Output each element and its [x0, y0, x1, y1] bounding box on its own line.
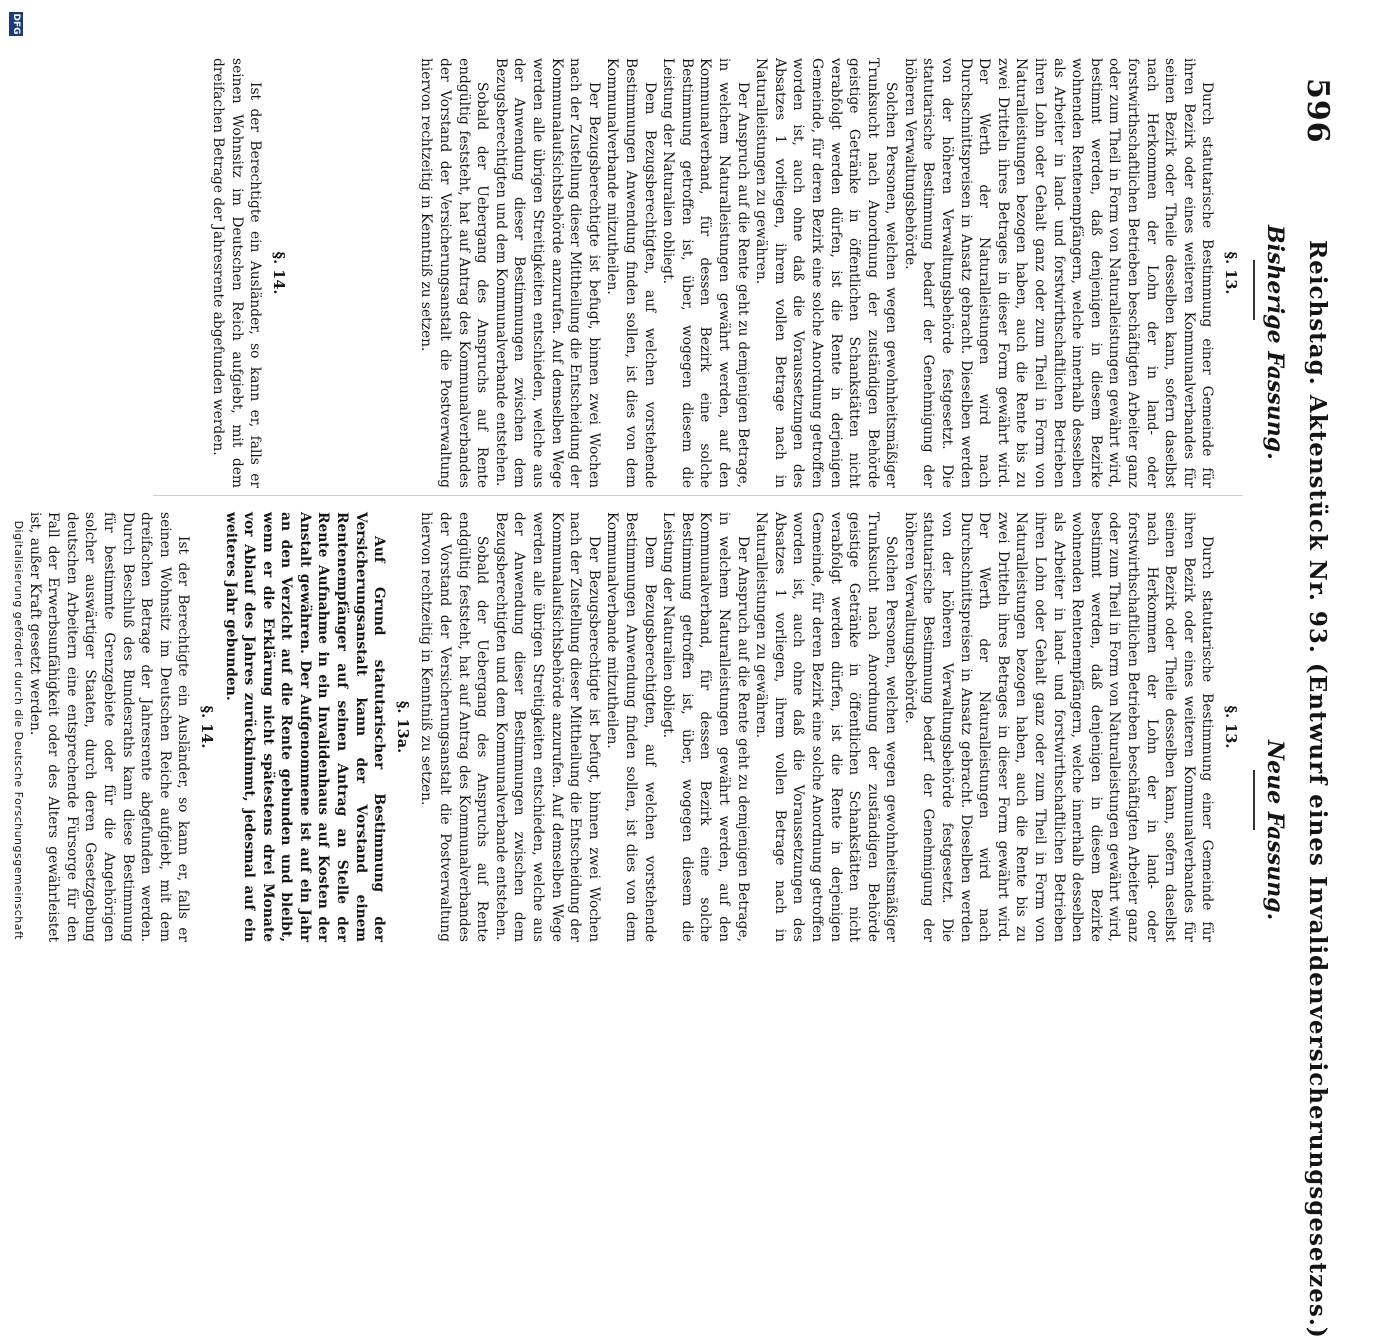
running-title: Reichstag. Aktenstück Nr. 93. (Entwurf eines Invalidenversicherungsgesetzes.): [1304, 240, 1331, 1339]
left-paragraph-4: Dem Bezugsberechtigten, auf welchen vorstehende Bestimmungen Anwendung finden sollen, ist dies von dem Kommunalverbande mitzutheilen.: [604, 58, 658, 488]
right-paragraph-13a: Auf Grund statutarischer Bestimmung der Versicherungsanstalt kann der Vorstand einem Rentenempfänger auf seinen Antrag an Stelle der Rente Aufnahme in ein Invalidenhaus auf Kosten der Anstalt gewähren. Der Aufgenommene ist auf ein Jahr an den Verzicht auf die Rente gebunden und bleibt, wenn er die Erklärung nicht spätestens drei Monate vor Ablauf des Jahres zurücknimmt, jedesmal auf ein weiteres Jahr gebunden.: [222, 512, 388, 942]
right-paragraph-4: Dem Bezugsberechtigten, auf welchen vorstehende Bestimmungen Anwendung finden sollen, ist dies von dem Kommunalverbande mitzutheilen.: [604, 512, 658, 942]
dfg-logo-icon: DFG: [11, 13, 21, 35]
digitization-note: Digitalisierung gefördert durch die Deutsche Forschungsgemeinschaft: [12, 520, 25, 940]
section-13a-title: §. 13a.: [393, 700, 411, 754]
section-13-title: §. 13.: [1222, 705, 1239, 749]
page-number: 596: [1300, 78, 1335, 144]
right-paragraph-1: Durch statutarische Bestimmung einer Gemeinde für ihren Bezirk oder eines weiteren Kommunalverbandes für seinen Bezirk oder Theile desselben kann, sofern daselbst nach Herkommen der Lohn der in land- oder forstwirthschaftlichen Betrieben beschäftigten Arbeiter ganz oder zum Theil in Form von Naturalleistungen gewährt wird, bestimmt werden, daß denjenigen in diesem Bezirke wohnenden Rentenempfängern, welche innerhalb desselben als Arbeiter in land- und forstwirthschaftlichen Betrieben ihren Lohn oder Gehalt ganz oder zum Theil in Form von Naturalleistungen bezogen haben, auch die Rente bis zu zwei Dritteln ihres Betrages in dieser Form gewährt wird. Der Werth der Naturalleistungen wird nach Durchschnittspreisen in Ansatz gebracht. Dieselben werden von der höheren Verwaltungsbehörde festgesetzt. Die statutarische Bestimmung bedarf der Genehmigung der höheren Verwaltungsbehörde.: [901, 512, 1216, 942]
right-paragraph-14: Ist der Berechtigte ein Ausländer, so kann er, falls er seinen Wohnsitz im Deutschen Reiche aufgiebt, mit dem dreifachen Betrage der Jahresrente abgefunden werden. Durch Beschluß des Bundesraths kann diese Bestimmung für bestimmte Grenzgebiete oder für die Angehörigen solcher auswärtiger Staaten, durch deren Gesetzgebung deutschen Arbeitern eine entsprechende Fürsorge für den Fall der Erwerbsunfähigkeit oder des Alters gewährleistet ist, außer Kraft gesetzt werden.: [26, 512, 192, 942]
section-14-title: §. 14.: [269, 251, 287, 295]
left-column: [209, 58, 1246, 488]
page-header: [1300, 40, 1353, 1339]
right-column-heading: Neue Fassung.: [1262, 740, 1288, 921]
left-paragraph-2: Solchen Personen, welchen wegen gewohnheitsmäßiger Trunksucht nach Anordnung der zuständigen Behörde geistige Getränke in öffentlichen Schankstätten nicht verabfolgt werden dürfen, ist die Rente in derjenigen Gemeinde, für deren Bezirk eine solche Anordnung getroffen worden ist, auch ohne daß die Voraussetzungen des Absatzes 1 vorliegen, ihrem vollen Betrage nach in Naturalleistungen zu gewähren.: [753, 58, 900, 488]
left-paragraph-1: Durch statutarische Bestimmung einer Gemeinde für ihren Bezirk oder eines weiteren Kommunalverbandes für seinen Bezirk oder Theile desselben kann, sofern daselbst nach Herkommen der Lohn der in land- oder forstwirthschaftlichen Betrieben beschäftigten Arbeiter ganz oder zum Theil in Form von Naturalleistungen gewährt wird, bestimmt werden, daß denjenigen in diesem Bezirke wohnenden Rentenempfängern, welche innerhalb desselben als Arbeiter in land- und forstwirthschaftlichen Betrieben ihren Lohn oder Gehalt ganz oder zum Theil in Form von Naturalleistungen bezogen haben, auch die Rente bis zu zwei Dritteln ihres Betrages in dieser Form gewährt wird. Der Werth der Naturalleistungen wird nach Durchschnittspreisen in Ansatz gebracht. Dieselben werden von der höheren Verwaltungsbehörde festgesetzt. Die statutarische Bestimmung bedarf der Genehmigung der höheren Verwaltungsbehörde.: [901, 58, 1216, 488]
section-13-title: §. 13.: [1222, 251, 1239, 295]
left-heading-rule: [1253, 260, 1255, 320]
left-paragraph-3: Der Anspruch auf die Rente geht zu demjenigen Betrage, in welchem Naturalleistungen gewährt werden, auf den Kommunalverband, für dessen Bezirk eine solche Bestimmung getroffen ist, über, wogegen diesem die Leistung der Naturalien obliegt.: [660, 58, 751, 488]
column-divider: [153, 495, 1243, 496]
right-paragraph-3: Der Anspruch auf die Rente geht zu demjenigen Betrage, in welchem Naturalleistungen gewährt werden, auf den Kommunalverband, für dessen Bezirk eine solche Bestimmung getroffen ist, über, wogegen diesem die Leistung der Naturalien obliegt.: [660, 512, 751, 942]
right-column: [25, 512, 1245, 942]
right-heading-rule: [1253, 770, 1255, 830]
left-paragraph-6: Sobald der Uebergang des Anspruchs auf Rente endgültig feststeht, hat auf Antrag des Kommunalverbandes der Vorstand der Versicherungsanstalt die Postverwaltung hiervon rechtzeitig in Kenntniß zu setzen.: [418, 58, 491, 488]
left-paragraph-7: Ist der Berechtigte ein Ausländer, so kann er, falls er seinen Wohnsitz im Deutschen Reich aufgiebt, mit dem dreifachen Betrage der Jahresrente abgefunden werden.: [210, 58, 264, 488]
section-14-title: §. 14.: [197, 705, 215, 749]
right-paragraph-2: Solchen Personen, welchen wegen gewohnheitsmäßiger Trunksucht nach Anordnung der zuständigen Behörde geistige Getränke in öffentlichen Schankstätten nicht verabfolgt werden dürfen, ist die Rente in derjenigen Gemeinde, für deren Bezirk eine solche Anordnung getroffen worden ist, auch ohne daß die Voraussetzungen des Absatzes 1 vorliegen, ihrem vollen Betrage nach in Naturalleistungen zu gewähren.: [753, 512, 900, 942]
right-paragraph-5: Der Bezugsberechtigte ist befugt, binnen zwei Wochen nach der Zustellung dieser Mittheilung die Entscheidung der Kommunalaufsichtsbehörde anzurufen. Auf demselben Wege werden alle übrigen Streitigkeiten entschieden, welche aus der Anwendung dieser Bestimmungen zwischen dem Bezugsberechtigten und dem Kommunalverbande entstehen.: [492, 512, 602, 942]
left-paragraph-5: Der Bezugsberechtigte ist befugt, binnen zwei Wochen nach der Zustellung dieser Mittheilung die Entscheidung der Kommunalaufsichtsbehörde anzurufen. Auf demselben Wege werden alle übrigen Streitigkeiten entschieden, welche aus der Anwendung dieser Bestimmungen zwischen dem Bezugsberechtigten und dem Kommunalverbande entstehen.: [492, 58, 602, 488]
left-column-heading: Bisherige Fassung.: [1262, 225, 1288, 460]
right-paragraph-6: Sobald der Uebergang des Anspruchs auf Rente endgültig feststeht, hat auf Antrag des Kommunalverbandes der Vorstand der Versicherungsanstalt die Postverwaltung hiervon rechtzeitig in Kenntniß zu setzen.: [418, 512, 491, 942]
